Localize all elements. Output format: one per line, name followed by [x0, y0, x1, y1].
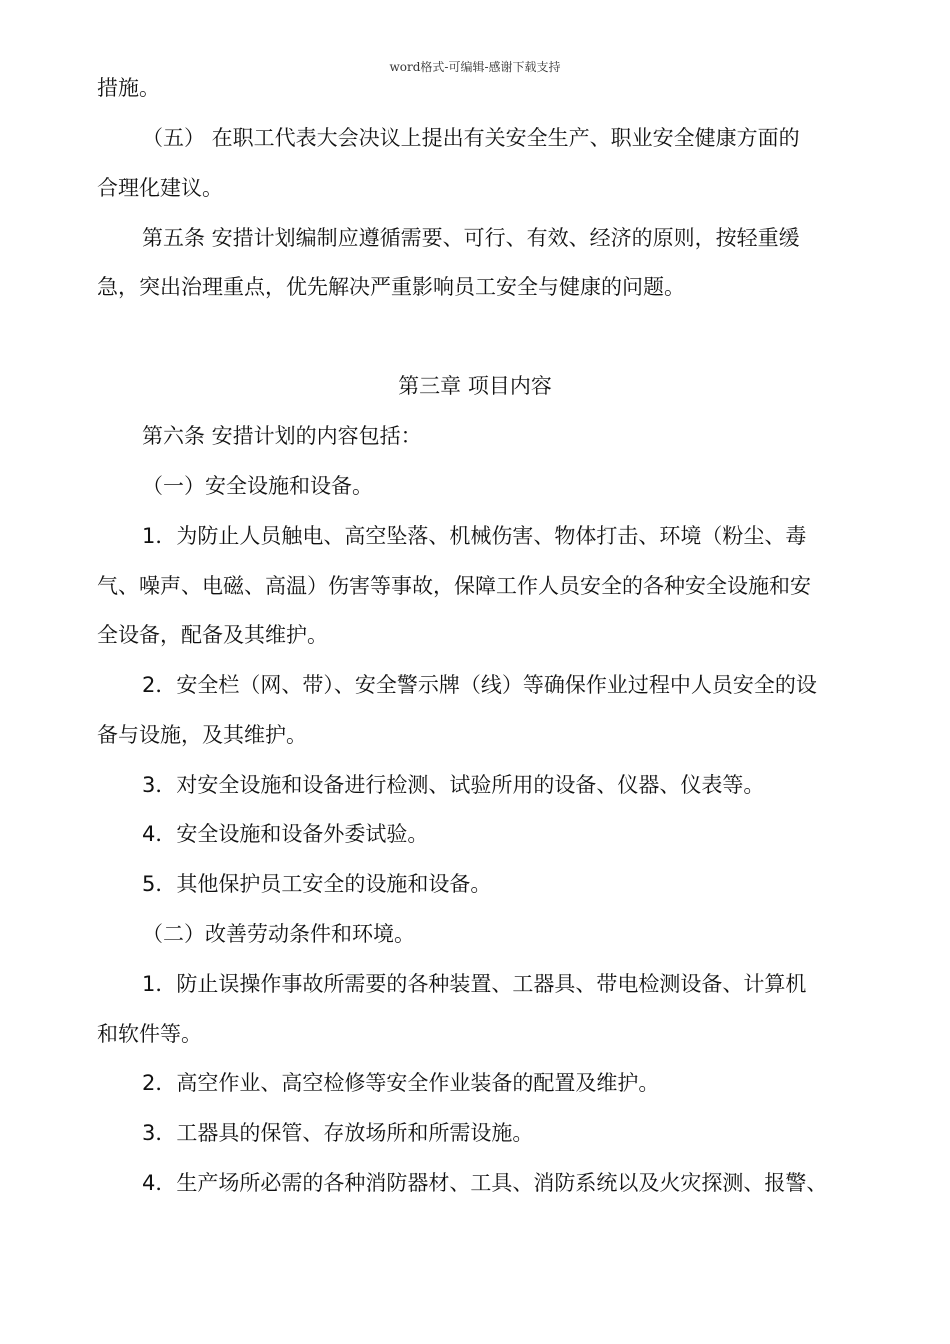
paragraph-line: 1．为防止人员触电、高空坠落、机械伤害、物体打击、环境（粉尘、毒 [142, 524, 807, 548]
chapter-heading: 第三章 项目内容 [398, 374, 552, 398]
paragraph-line: （二）改善劳动条件和环境。 [142, 922, 415, 946]
paragraph-line: （一）安全设施和设备。 [142, 474, 373, 498]
paragraph-line: 第六条 安措计划的内容包括： [142, 424, 422, 448]
paragraph-line: 2．高空作业、高空检修等安全作业装备的配置及维护。 [142, 1071, 660, 1095]
paragraph-line: 和软件等。 [97, 1022, 202, 1046]
paragraph-line: 合理化建议。 [97, 176, 223, 200]
paragraph-line: 备与设施，及其维护。 [97, 723, 307, 747]
paragraph-line: 全设备，配备及其维护。 [97, 623, 328, 647]
paragraph-line: 5．其他保护员工安全的设施和设备。 [142, 872, 492, 896]
paragraph-line: 1．防止误操作事故所需要的各种装置、工器具、带电检测设备、计算机 [142, 972, 807, 996]
page-header: word格式-可编辑-感谢下载支持 [389, 60, 561, 74]
paragraph-line: 3．对安全设施和设备进行检测、试验所用的设备、仪器、仪表等。 [142, 773, 765, 797]
paragraph-line: 2．安全栏（网、带）、安全警示牌（线）等确保作业过程中人员安全的设 [142, 673, 817, 697]
paragraph-line: （五） 在职工代表大会决议上提出有关安全生产、职业安全健康方面的 [142, 126, 800, 150]
paragraph-line: 第五条 安措计划编制应遵循需要、可行、有效、经济的原则，按轻重缓 [142, 226, 800, 250]
paragraph-line: 3．工器具的保管、存放场所和所需设施。 [142, 1121, 534, 1145]
paragraph-line: 4．生产场所必需的各种消防器材、工具、消防系统以及火灾探测、报警、 [142, 1171, 828, 1195]
paragraph-line: 措施。 [97, 76, 160, 100]
paragraph-line: 气、噪声、电磁、高温）伤害等事故，保障工作人员安全的各种安全设施和安 [97, 574, 811, 598]
paragraph-line: 4．安全设施和设备外委试验。 [142, 822, 429, 846]
paragraph-line: 急，突出治理重点，优先解决严重影响员工安全与健康的问题。 [97, 275, 685, 299]
